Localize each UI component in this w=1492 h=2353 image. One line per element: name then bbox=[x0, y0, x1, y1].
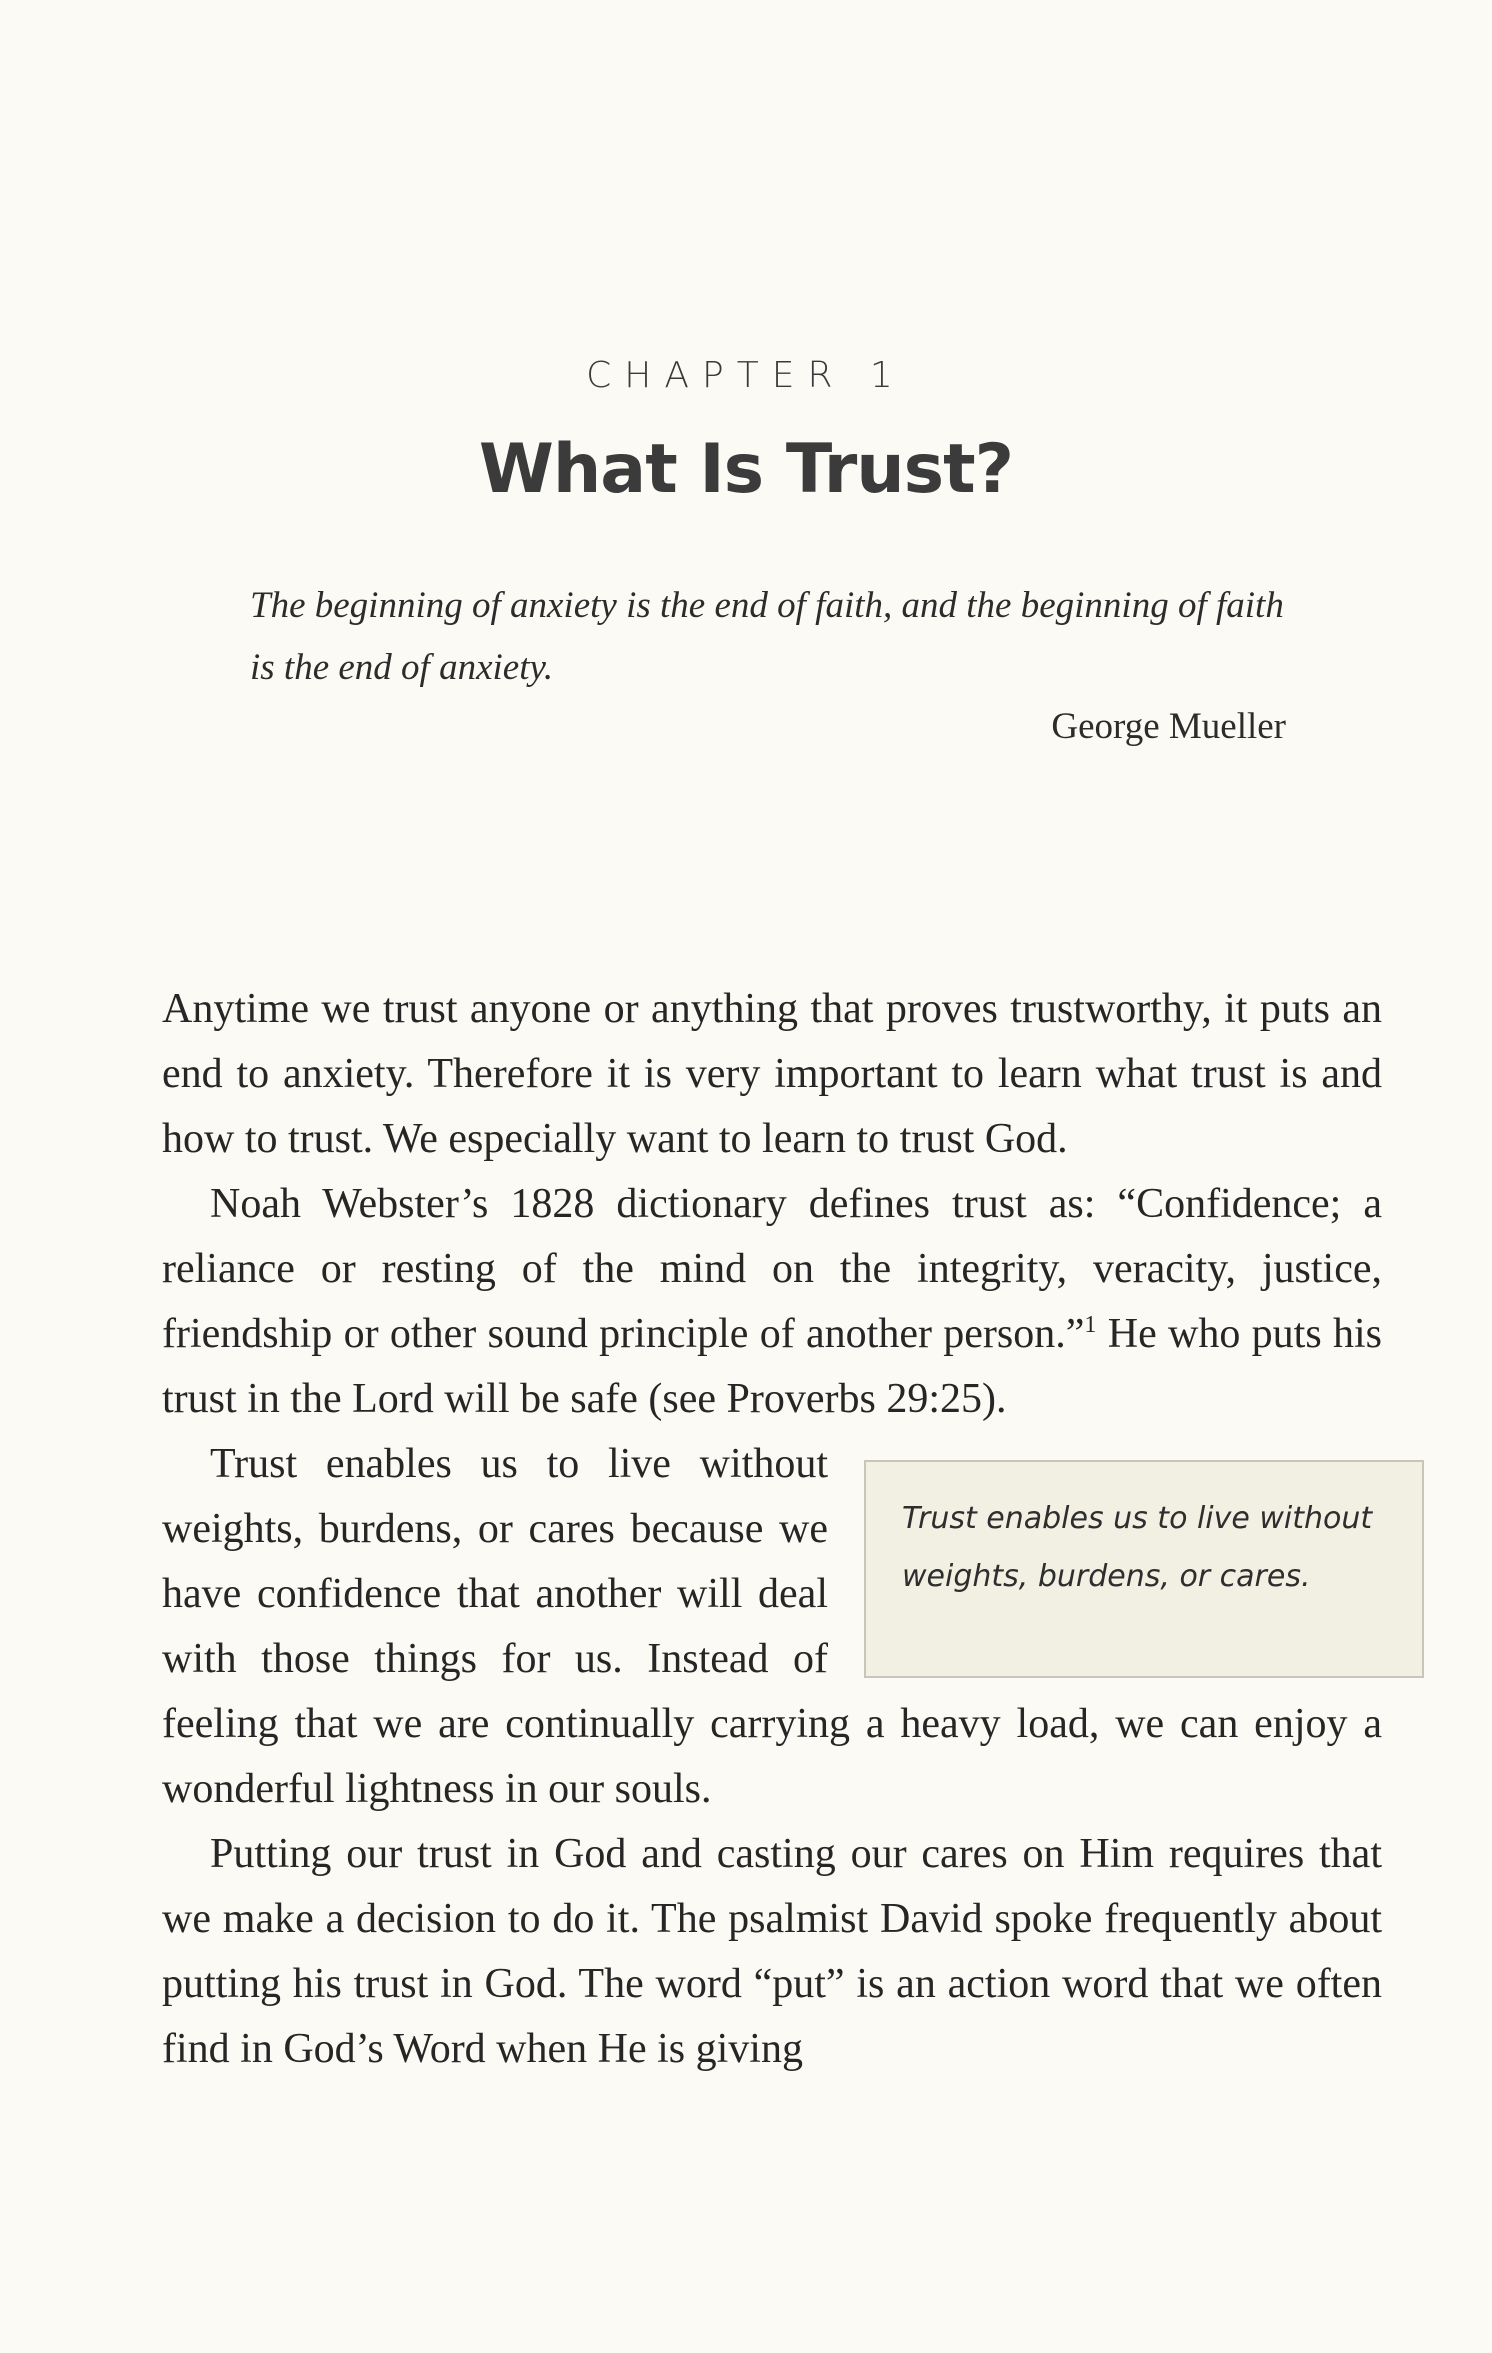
pullquote-box: Trust enables us to live without weights, burdens, or cares. bbox=[864, 1460, 1424, 1678]
epigraph-quote: The beginning of anxiety is the end of faith, and the beginning of faith is the end of anxiety. bbox=[250, 585, 1284, 688]
paragraph-2-end: He who puts his trust in the Lord will be safe (see Proverbs 29:25). bbox=[162, 1311, 1382, 1422]
epigraph-author: George Mueller bbox=[1051, 706, 1286, 747]
chapter-label: CHAPTER 1 bbox=[586, 355, 906, 396]
footnote-marker: 1 bbox=[1084, 1312, 1097, 1338]
paragraph-2-quote: Noah Webster’s 1828 dictionary defines trust as: “Confidence; a reliance or resting of the mind on the integrity, veracity, justice, friendship or other sound principle of another person.” bbox=[162, 1181, 1382, 1357]
paragraph-3 bbox=[162, 1432, 1382, 1822]
paragraph-2 bbox=[162, 1172, 1382, 1432]
paragraph-4: Putting our trust in God and casting our cares on Him requires that we make a decision to do it. The psalmist David spoke frequently about putting his trust in God. The word “put” is an action word that we often find in God’s Word when He is giving bbox=[162, 1831, 1382, 2072]
chapter-title: What Is Trust? bbox=[478, 430, 1014, 509]
paragraph-3-text: Trust enables us to live without weights, burdens, or cares because we have confidence that another will deal with those things for us. Instead of feeling that we are continually carrying a heavy load, we can enjoy a wonderful lightness in our souls. bbox=[162, 1441, 1382, 1812]
body-text bbox=[162, 977, 1382, 2082]
paragraph-1: Anytime we trust anyone or anything that proves trustworthy, it puts an end to anxiety. Therefore it is very important to learn what trust is and how to trust. We especially want to learn to trust God. bbox=[162, 986, 1382, 1162]
